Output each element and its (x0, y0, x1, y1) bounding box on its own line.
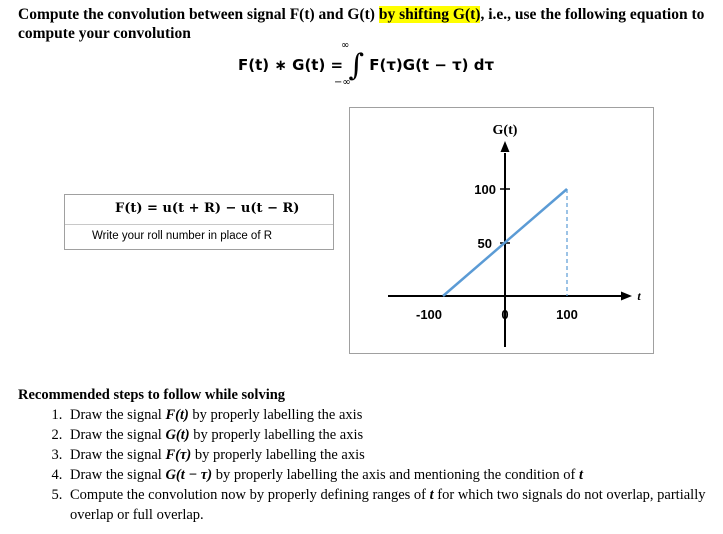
step-symbol: t (429, 487, 434, 503)
convolution-equation (238, 40, 495, 88)
highlight-G-symbol: G(t) (452, 6, 481, 23)
highlight-text: by shifting (378, 6, 453, 23)
step-text: by properly labelling the axis (189, 427, 364, 443)
definition-box (64, 194, 334, 250)
step-text: Draw the signal (70, 447, 166, 463)
x-tick-label-100: 100 (556, 307, 578, 322)
step-text: Draw the signal (70, 407, 166, 423)
step-text: by properly labelling the axis (188, 407, 363, 423)
definition-divider (65, 224, 333, 225)
step-symbol: G(t − τ) (165, 467, 213, 483)
steps-heading: Recommended steps to follow while solving (18, 387, 286, 403)
equation-integrand: F(τ)G(t − τ) dτ (364, 56, 495, 74)
question-part1: Compute the convolution between signal (18, 6, 290, 23)
step-item (66, 405, 718, 425)
plot-svg (349, 107, 654, 354)
steps-section (18, 385, 718, 525)
step-text: Draw the signal (70, 427, 166, 443)
steps-list (18, 405, 718, 525)
integral-upper-limit: ∞ (341, 40, 350, 51)
highlighted-phrase (379, 6, 481, 23)
y-tick-label-50: 50 (477, 236, 492, 251)
x-tick-label-minus-100: -100 (415, 307, 443, 322)
definition-formula: F(t) = u(t + R) − u(t − R) (115, 201, 300, 216)
question-text (18, 5, 708, 43)
question-G-symbol: G(t) (347, 6, 375, 23)
definition-note: Write your roll number in place of R (92, 230, 273, 242)
x-axis-label: t (637, 289, 641, 303)
step-item (66, 445, 718, 465)
step-item (66, 485, 718, 525)
step-text: by properly labelling the axis (191, 447, 365, 463)
question-and: and (314, 6, 348, 23)
step-item (66, 465, 718, 485)
step-text: by properly labelling the axis and mentioning the condition of (212, 467, 579, 483)
question-F-symbol: F(t) (289, 6, 315, 23)
step-text: Compute the convolution now by properly defining ranges of (70, 487, 430, 503)
y-tick-label-100: 100 (474, 182, 496, 197)
equation-lhs: F(t) ∗ G(t) = (238, 56, 349, 74)
step-text: for which two signals do not overlap, partially overlap or full overlap. (70, 487, 706, 523)
step-item (66, 425, 718, 445)
question-part2: , i.e., use the following equation to compute your convolution (18, 6, 705, 42)
plot-panel (349, 107, 654, 354)
plot-title: G(t) (492, 123, 518, 138)
step-symbol: F(t) (165, 407, 189, 423)
step-symbol: t (578, 467, 583, 483)
step-symbol: F(τ) (165, 447, 192, 463)
integral-sign: ∫ (348, 48, 364, 83)
step-text: Draw the signal (70, 467, 166, 483)
step-symbol: G(t) (165, 427, 190, 443)
integral-lower-limit: −∞ (334, 77, 351, 88)
x-tick-label-0: 0 (501, 307, 509, 322)
